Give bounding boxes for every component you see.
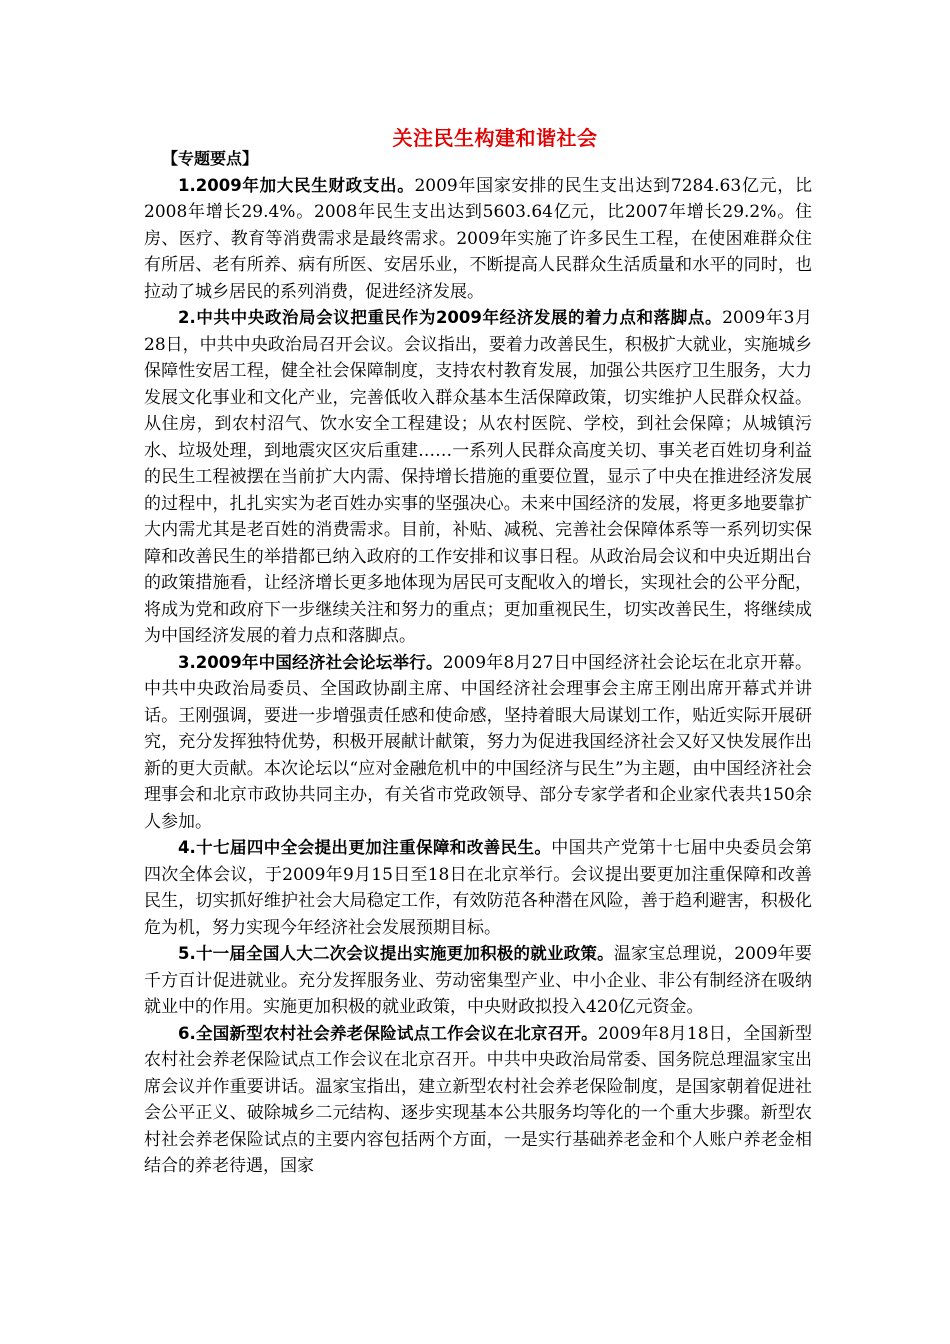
paragraph-6 [144, 1021, 812, 1180]
paragraph-lead: 5.十一届全国人大二次会议提出实施更加积极的就业政策。 [178, 944, 614, 963]
paragraph-text: 2009年国家安排的民生支出达到7284.63亿元，比2008年增长29.4%。2008年民生支出达到5603.64亿元，比2007年增长29.2%。住房、医疗、教育等消费需求是最终需求。2009年实施了许多民生工程，在使困难群众住有所居、老有所养、病有所医、安居乐业，不断提高人民群众生活质量和水平的同时，也拉动了城乡居民的系列消费，促进经济发展。 [144, 175, 813, 302]
paragraph-lead: 1.2009年加大民生财政支出。 [178, 175, 415, 195]
paragraph-4 [144, 835, 812, 941]
paragraph-lead: 6.全国新型农村社会养老保险试点工作会议在北京召开。 [178, 1023, 598, 1043]
paragraph-lead: 2.中共中央政治局会议把重民作为2009年经济发展的着力点和落脚点。 [178, 308, 723, 327]
paragraph-lead: 3.2009年中国经济社会论坛举行。 [178, 652, 443, 672]
paragraph-1 [144, 173, 812, 306]
page-title: 关注民生构建和谐社会 [392, 126, 598, 150]
document-body [144, 146, 812, 1180]
paragraph-text: 2009年8月18日，全国新型农村社会养老保险试点工作会议在北京召开。中共中央政治局常委、国务院总理温家宝出席会议并作重要讲话。温家宝指出，建立新型农村社会养老保险制度，是国家朝着促进社会公平正义、破除城乡二元结构、逐步实现基本公共服务均等化的一个重大步骤。新型农村社会养老保险试点的主要内容包括两个方面，一是实行基础养老金和个人账户养老金相结合的养老待遇，国家 [144, 1023, 812, 1176]
paragraph-text: 2009年3月28日，中共中央政治局召开会议。会议指出，要着力改善民生，积极扩大就业，实施城乡保障性安居工程，健全社会保障制度，支持农村教育发展，加强公共医疗卫生服务，大力发展文化事业和文化产业，完善低收入群众基本生活保障政策，切实维护人民群众权益。从住房，到农村沼气、饮水安全工程建设；从农村医院、学校，到社会保障；从城镇污水、垃圾处理，到地震灾区灾后重建……一系列人民群众高度关切、事关老百姓切身利益的民生工程被摆在当前扩大内需、保持增长措施的重要位置，显示了中央在推进经济发展的过程中，扎扎实实为老百姓办实事的坚强决心。未来中国经济的发展，将更多地要靠扩大内需尤其是老百姓的消费需求。目前，补贴、减税、完善社会保障体系等一系列切实保障和改善民生的举措都已纳入政府的工作安排和议事日程。从政治局会议和中央近期出台的政策措施看，让经济增长更多地体现为居民可支配收入的增长，实现社会的公平分配，将成为党和政府下一步继续关注和努力的重点；更加重视民生，切实改善民生，将继续成为中国经济发展的着力点和落脚点。 [144, 308, 812, 646]
paragraph-text: 2009年8月27日中国经济社会论坛在北京开幕。中共中央政治局委员、全国政协副主席、中国经济社会理事会主席王刚出席开幕式并讲话。王刚强调，要进一步增强责任感和使命感，坚持着眼大局谋划工作，贴近实际开展研究，充分发挥独特优势，积极开展献计献策，努力为促进我国经济社会又好又快发展作出新的更大贡献。本次论坛以“应对金融危机中的中国经济与民生”为主题，由中国经济社会理事会和北京市政协共同主办，有关省市党政领导、部分专家学者和企业家代表共150余人参加。 [144, 652, 812, 832]
paragraph-2 [144, 305, 812, 650]
section-heading: 【专题要点】 [162, 149, 259, 168]
paragraph-5 [144, 941, 812, 1021]
paragraph-3 [144, 650, 812, 836]
paragraph-text: 中国共产党第十七届中央委员会第四次全体会议，于2009年9月15日至18日在北京举行。会议提出要更加注重保障和改善民生，切实抓好维护社会大局稳定工作，有效防范各种潜在风险，善于趋利避害，积极化危为机，努力实现今年经济社会发展预期目标。 [144, 838, 813, 938]
paragraph-lead: 4.十七届四中全会提出更加注重保障和改善民生。 [178, 838, 552, 857]
paragraph-text: 温家宝总理说，2009年要千方百计促进就业。充分发挥服务业、劳动密集型产业、中小企业、非公有制经济在吸纳就业中的作用。实施更加积极的就业政策，中央财政拟投入420亿元资金。 [144, 944, 813, 1017]
